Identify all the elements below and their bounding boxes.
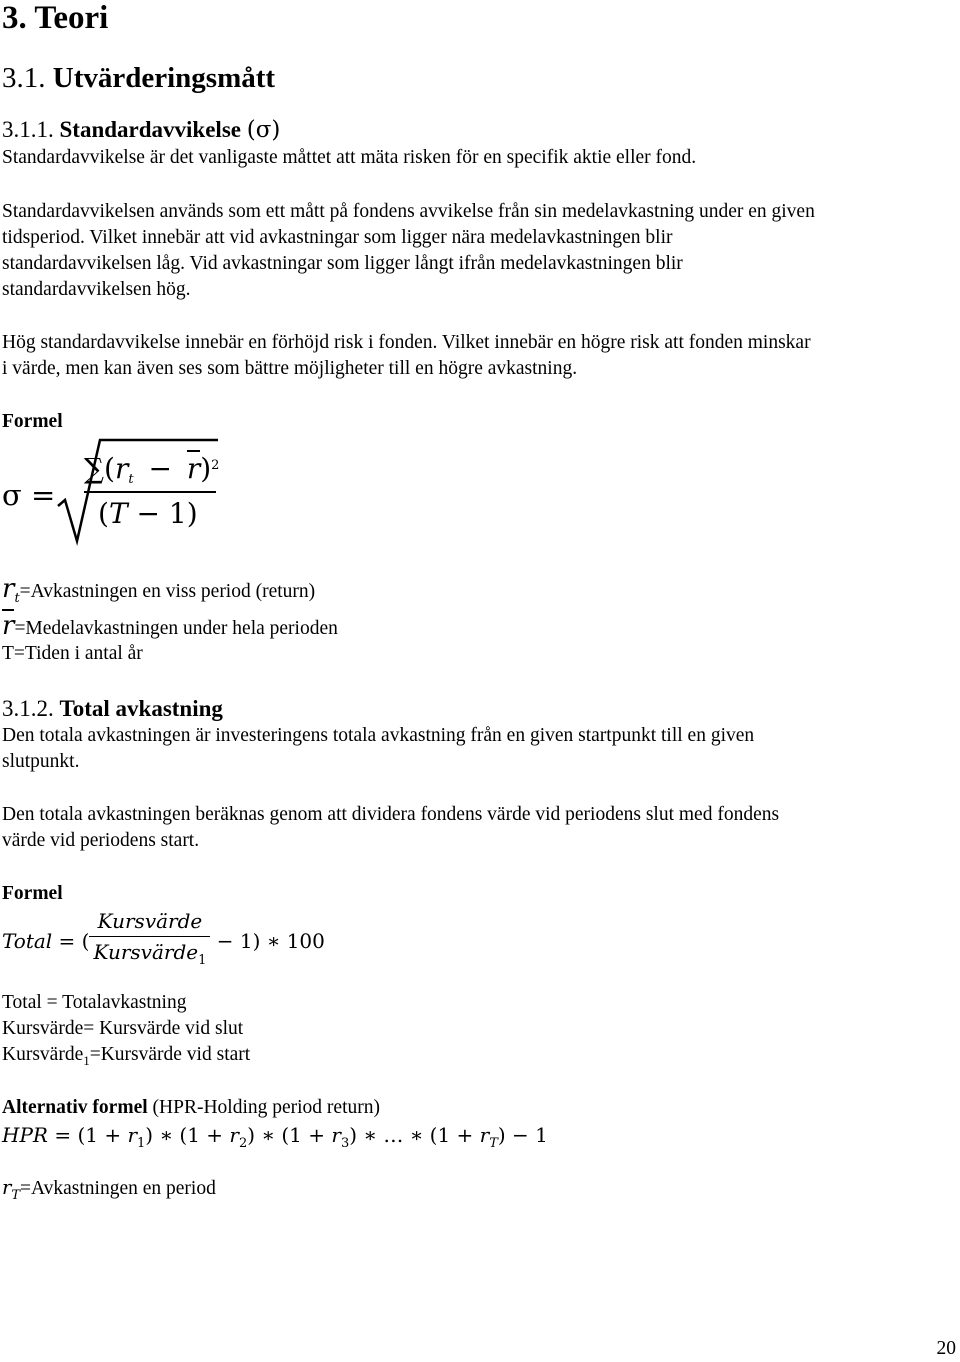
- formula-part: ) ∗ … ∗ (1 +: [349, 1123, 480, 1147]
- paren: ): [200, 452, 212, 485]
- subscript: 1: [83, 1053, 90, 1068]
- formula-part: ) ∗ (1 +: [145, 1123, 230, 1147]
- r-symbol: r: [479, 1123, 490, 1147]
- r-symbol: r: [2, 574, 15, 604]
- subsection-number: 3.1.2.: [2, 696, 54, 721]
- r-symbol: r: [229, 1123, 239, 1147]
- definition-T: T=Tiden i antal år: [2, 643, 143, 664]
- total-formula: [2, 906, 325, 976]
- definition-kursvarde1: [2, 1042, 250, 1074]
- total-symbol: Total: [2, 929, 53, 953]
- paragraph-line: standardavvikelsen låg. Vid avkastningar som ligger långt ifrån medelavkastningen blir: [2, 253, 683, 274]
- r-symbol: r: [2, 1176, 12, 1199]
- subsection-number: 3.1.1.: [2, 117, 54, 142]
- paragraph-line: Standardavvikelsen används som ett mått på fondens avvikelse från sin medelavkastning under en given: [2, 201, 815, 222]
- paragraph-line: i värde, men kan även ses som bättre möjligheter till en högre avkastning.: [2, 358, 578, 379]
- subscript: T: [489, 1136, 498, 1151]
- hpr-symbol: HPR: [2, 1123, 48, 1147]
- definition-rT: [2, 1175, 216, 1209]
- definition-text: =Medelavkastningen under hela perioden: [14, 618, 338, 639]
- paragraph-line: Den totala avkastningen beräknas genom att dividera fondens värde vid periodens slut med fondens: [2, 804, 780, 825]
- formula-part: = (1 +: [47, 1123, 128, 1147]
- definition-rbar: [2, 613, 338, 642]
- denominator-text: Kursvärde: [93, 940, 199, 964]
- page-number: 20: [936, 1338, 956, 1359]
- r-symbol: r: [114, 452, 129, 485]
- paragraph-line: Den totala avkastningen är investeringens totala avkastning från en given startpunkt till en given: [2, 725, 755, 746]
- definition-text: =Avkastningen en viss period (return): [19, 581, 316, 602]
- paragraph-line: Hög standardavvikelse innebär en förhöjd risk i fonden. Vilket innebär en högre risk att fonden minskar: [2, 332, 811, 353]
- denominator-rest: − 1): [127, 497, 198, 530]
- paragraph-line: värde vid periodens start.: [2, 830, 200, 851]
- formula-rest: − 1) ∗ 100: [210, 929, 325, 953]
- subscript: T: [11, 1188, 20, 1203]
- subsection-title: Total avkastning: [59, 696, 223, 721]
- r-bar-symbol: r: [2, 611, 15, 641]
- subsection-title: Standardavvikelse: [59, 117, 241, 142]
- formula-label: Formel: [2, 411, 63, 432]
- paragraph-line: standardavvikelsen hög.: [2, 279, 191, 300]
- chapter-heading: 3. Teori: [2, 0, 109, 36]
- section-number: 3.1.: [2, 62, 46, 94]
- minus-symbol: −: [148, 452, 172, 485]
- subscript: 1: [198, 953, 207, 968]
- subscript: 3: [340, 1136, 350, 1151]
- std-denominator: [98, 497, 198, 530]
- fraction-line: [84, 491, 216, 493]
- definition-kursvarde: Kursvärde= Kursvärde vid slut: [2, 1018, 244, 1039]
- paragraph: [2, 199, 815, 303]
- alt-formula-label: [2, 1095, 380, 1121]
- sigma-lhs: σ =: [2, 478, 56, 512]
- paragraph-line: slutpunkt.: [2, 751, 80, 772]
- r-bar-symbol: r: [186, 452, 201, 485]
- equals-open: = (: [52, 929, 90, 953]
- section-heading: [2, 64, 275, 93]
- numerator: Kursvärde: [89, 906, 210, 937]
- sigma-symbol: (σ): [246, 117, 281, 143]
- T-symbol: T: [108, 497, 128, 530]
- definition-total: Total = Totalavkastning: [2, 992, 187, 1013]
- sum-symbol: ∑: [84, 452, 104, 485]
- alt-note: (HPR-Holding period return): [147, 1097, 380, 1118]
- subscript: 1: [137, 1136, 146, 1151]
- r-symbol: r: [127, 1123, 138, 1147]
- formula-label: Formel: [2, 883, 63, 904]
- denominator: [89, 937, 210, 976]
- paragraph: [2, 802, 779, 854]
- definition-term: Kursvärde: [2, 1044, 84, 1065]
- paragraph: Standardavvikelse är det vanligaste måttet att mäta risken för en specifik aktie eller fond.: [2, 147, 697, 168]
- paragraph: [2, 723, 754, 775]
- section-title: Utvärderingsmått: [52, 62, 276, 94]
- kursvarde-fraction: [89, 906, 210, 976]
- std-numerator: [84, 452, 219, 487]
- paren: (: [98, 497, 109, 530]
- definition-text: =Kursvärde vid start: [89, 1044, 251, 1065]
- alt-label: Alternativ formel: [2, 1097, 148, 1118]
- paragraph-line: tidsperiod. Vilket innebär att vid avkastningar som ligger nära medelavkastningen blir: [2, 227, 673, 248]
- subsection-heading-total: [2, 697, 223, 720]
- subsection-heading-std: [2, 118, 280, 142]
- t-subscript: t: [14, 591, 20, 606]
- r-symbol: r: [331, 1123, 341, 1147]
- formula-part: ) ∗ (1 +: [247, 1123, 332, 1147]
- definition-text: =Avkastningen en period: [20, 1178, 216, 1199]
- subscript: 2: [238, 1136, 248, 1151]
- hpr-formula: [2, 1120, 548, 1159]
- paren: (: [104, 452, 115, 485]
- t-subscript: t: [128, 472, 134, 487]
- paragraph: [2, 330, 811, 382]
- formula-part: ) − 1: [497, 1123, 548, 1147]
- definition-rt: [2, 576, 315, 612]
- exponent: 2: [211, 458, 220, 473]
